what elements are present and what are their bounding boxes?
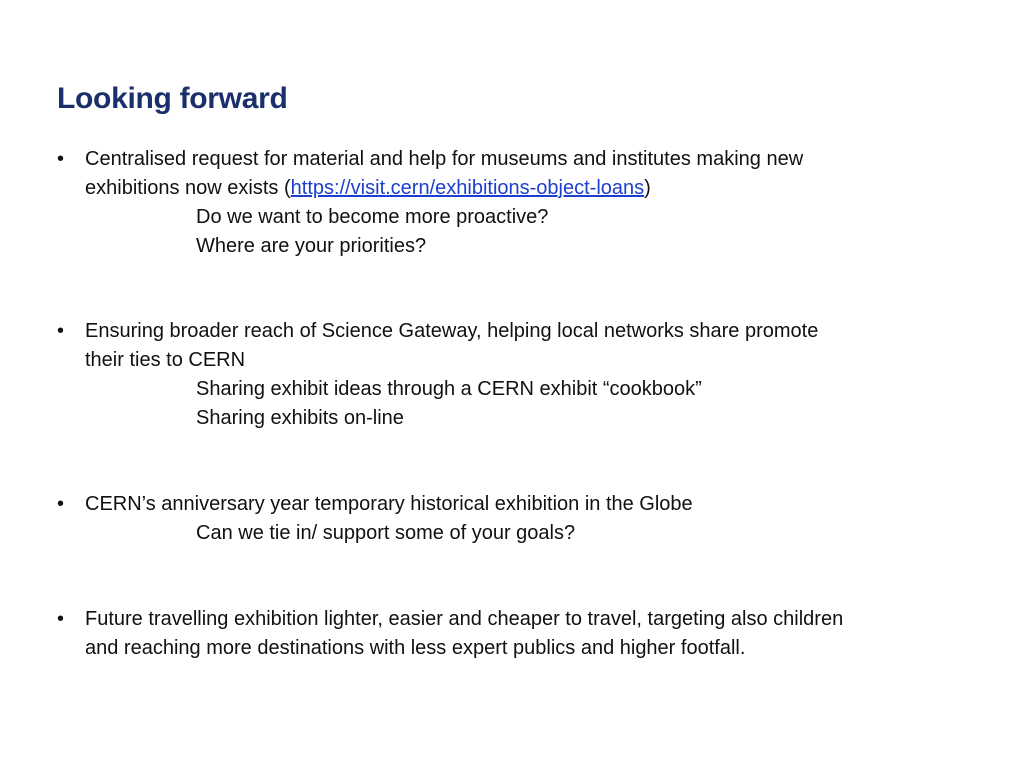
sub-point: Can we tie in/ support some of your goals? — [196, 522, 576, 544]
bullet-text — [85, 145, 857, 203]
bullet-row — [57, 317, 857, 433]
bullet-icon: • — [57, 608, 65, 630]
bullet-item-science-gateway — [57, 317, 857, 433]
bullet-item-travelling-exhibition — [57, 605, 857, 663]
bullet-text-after-link: ) — [644, 177, 651, 199]
bullet-item-object-loans — [57, 145, 857, 261]
bullet-text: Ensuring broader reach of Science Gateway, helping local networks share promote their ties to CERN — [85, 320, 819, 371]
sub-point: Sharing exhibits on-line — [196, 407, 404, 429]
bullet-row — [57, 145, 857, 261]
bullet-row — [57, 605, 857, 663]
bullet-row — [57, 490, 857, 548]
bullet-text: CERN’s anniversary year temporary historical exhibition in the Globe — [85, 493, 693, 515]
bullet-text: Future travelling exhibition lighter, easier and cheaper to travel, targeting also children and reaching more destinations with less expert publics and higher footfall. — [85, 608, 844, 659]
bullet-item-anniversary-exhibition — [57, 490, 857, 548]
bullet-icon: • — [57, 320, 65, 342]
slide-title: Looking forward — [57, 82, 288, 115]
sub-point: Do we want to become more proactive? — [196, 206, 549, 228]
sub-point: Where are your priorities? — [196, 235, 427, 257]
bullet-text-before-link: Centralised request for material and help for museums and institutes making new exhibitions now exists ( — [85, 148, 804, 199]
object-loans-link[interactable]: https://visit.cern/exhibitions-object-loans — [290, 177, 645, 199]
bullet-icon: • — [57, 148, 65, 170]
sub-point: Sharing exhibit ideas through a CERN exhibit “cookbook” — [196, 378, 702, 400]
bullet-icon: • — [57, 493, 65, 515]
